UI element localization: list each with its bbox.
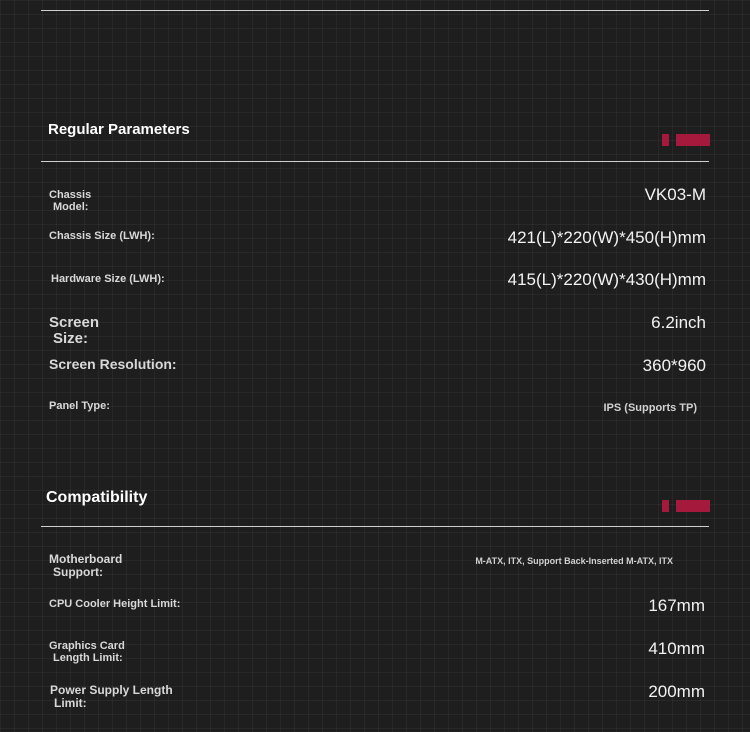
spec-label-power-supply-length: Power Supply Length Limit: bbox=[50, 683, 173, 710]
top-divider bbox=[41, 10, 709, 11]
section-title-compatibility: Compatibility bbox=[46, 489, 148, 506]
spec-value-screen-resolution: 360*960 bbox=[642, 356, 706, 375]
spec-value-graphics-card-length: 410mm bbox=[648, 639, 705, 658]
spec-label-cpu-cooler-height: CPU Cooler Height Limit: bbox=[49, 598, 181, 610]
spec-value-cpu-cooler-height: 167mm bbox=[648, 596, 705, 615]
spec-label-screen-size: Screen Size: bbox=[49, 314, 100, 347]
spec-value-chassis-model: VK03-M bbox=[644, 185, 706, 204]
spec-label-hardware-size: Hardware Size (LWH): bbox=[51, 273, 165, 285]
section-divider bbox=[41, 161, 709, 162]
spec-label-chassis-model: Chassis Model: bbox=[49, 189, 92, 213]
spec-value-panel-type: IPS (Supports TP) bbox=[603, 402, 697, 414]
accent-block-small bbox=[662, 500, 669, 512]
spec-label-graphics-card-length: Graphics Card Length Limit: bbox=[49, 640, 125, 664]
accent-block-large bbox=[676, 500, 710, 512]
spec-label-chassis-size: Chassis Size (LWH): bbox=[49, 230, 155, 242]
spec-label-screen-resolution: Screen Resolution: bbox=[49, 356, 177, 372]
spec-label-motherboard-support: Motherboard Support: bbox=[49, 552, 123, 579]
spec-value-hardware-size: 415(L)*220(W)*430(H)mm bbox=[507, 270, 706, 289]
spec-label-panel-type: Panel Type: bbox=[49, 400, 110, 412]
spec-value-screen-size: 6.2inch bbox=[651, 313, 706, 332]
spec-value-chassis-size: 421(L)*220(W)*450(H)mm bbox=[507, 228, 706, 247]
spec-value-motherboard-support: M-ATX, ITX, Support Back-Inserted M-ATX, ITX bbox=[475, 556, 673, 566]
spec-value-power-supply-length: 200mm bbox=[648, 682, 705, 701]
accent-block-small bbox=[662, 134, 669, 146]
accent-block-large bbox=[676, 134, 710, 146]
accent-mark bbox=[662, 500, 710, 512]
section-divider bbox=[41, 526, 709, 527]
accent-mark bbox=[662, 134, 710, 146]
section-title-regular-parameters: Regular Parameters bbox=[48, 121, 190, 138]
